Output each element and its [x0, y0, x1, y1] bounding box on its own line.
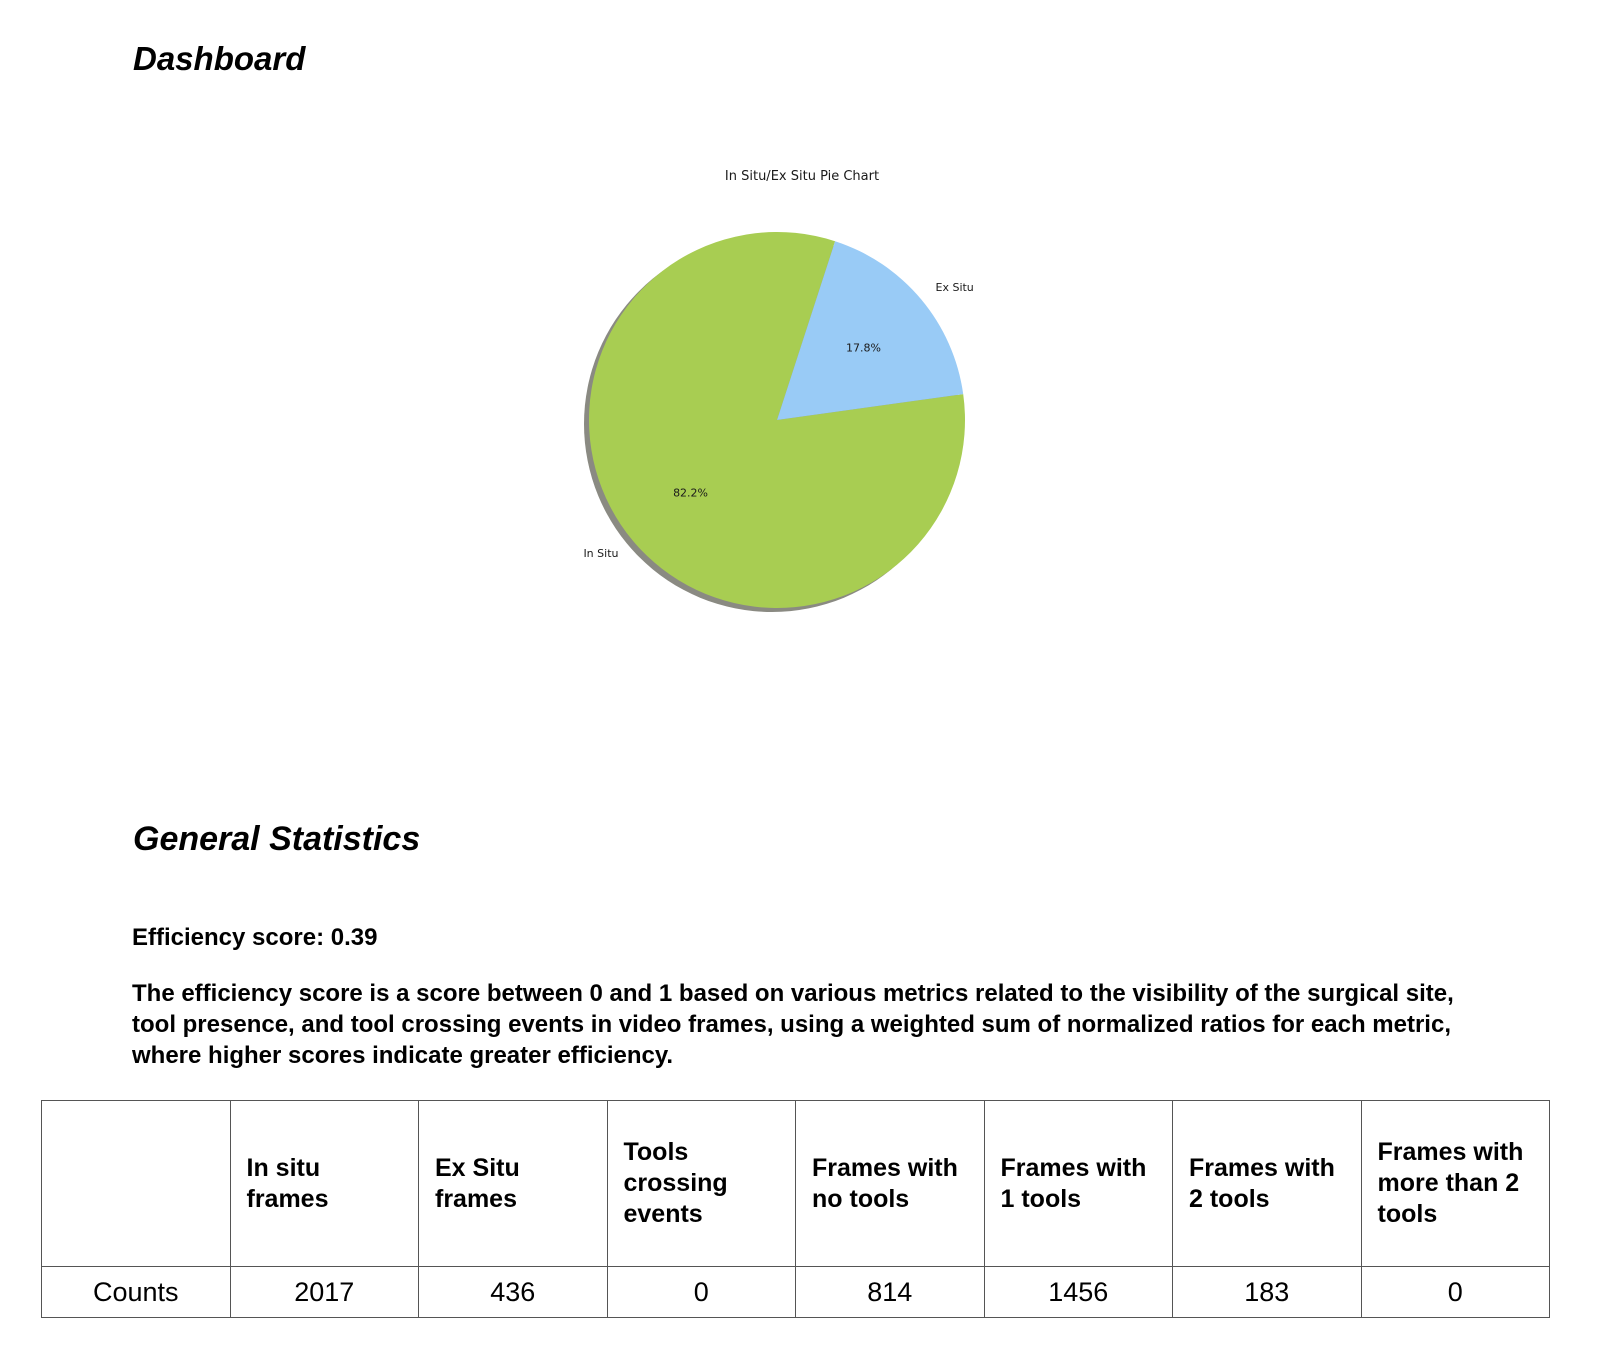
pie-slices — [589, 232, 965, 608]
header-ex-situ-frames: Ex Situ frames — [419, 1101, 608, 1267]
pie-chart-svg — [560, 160, 1040, 660]
pie-slice-label-ex-situ: Ex Situ — [935, 281, 974, 295]
header-frames-more-than-2-tools: Frames with more than 2 tools — [1361, 1101, 1550, 1267]
pie-pct-label-ex-situ: 17.8% — [845, 341, 881, 355]
value-in-situ-frames: 2017 — [230, 1267, 419, 1318]
header-tools-crossing-events: Tools crossing events — [607, 1101, 796, 1267]
value-frames-2-tools: 183 — [1173, 1267, 1362, 1318]
header-frames-2-tools: Frames with 2 tools — [1173, 1101, 1362, 1267]
statistics-table — [41, 1100, 1550, 1318]
page-title: Dashboard — [133, 40, 306, 77]
header-frames-1-tools: Frames with 1 tools — [984, 1101, 1173, 1267]
row-label-counts: Counts — [42, 1267, 231, 1318]
pie-chart — [560, 160, 1040, 660]
table-row — [42, 1267, 1550, 1318]
header-frames-no-tools: Frames with no tools — [796, 1101, 985, 1267]
value-frames-no-tools: 814 — [796, 1267, 985, 1318]
value-frames-more-than-2-tools: 0 — [1361, 1267, 1550, 1318]
value-tools-crossing-events: 0 — [607, 1267, 796, 1318]
value-ex-situ-frames: 436 — [419, 1267, 608, 1318]
section-title: General Statistics — [133, 820, 421, 858]
header-in-situ-frames: In situ frames — [230, 1101, 419, 1267]
chart-title: In Situ/Ex Situ Pie Chart — [724, 169, 880, 184]
pie-slice-label-in-situ: In Situ — [583, 546, 619, 560]
header-cell-empty — [42, 1101, 231, 1267]
pie-pct-label-in-situ: 82.2% — [673, 486, 709, 500]
efficiency-score: Efficiency score: 0.39 — [132, 924, 378, 951]
efficiency-description: The efficiency score is a score between 0 and 1 based on various metrics related to the visibility of the surgical site, tool presence, and tool crossing events in video frames, using a weighted sum of normalized ratios for each metric, where higher scores indicate greater efficiency. — [132, 980, 1454, 1069]
value-frames-1-tools: 1456 — [984, 1267, 1173, 1318]
table-header-row — [42, 1101, 1550, 1267]
